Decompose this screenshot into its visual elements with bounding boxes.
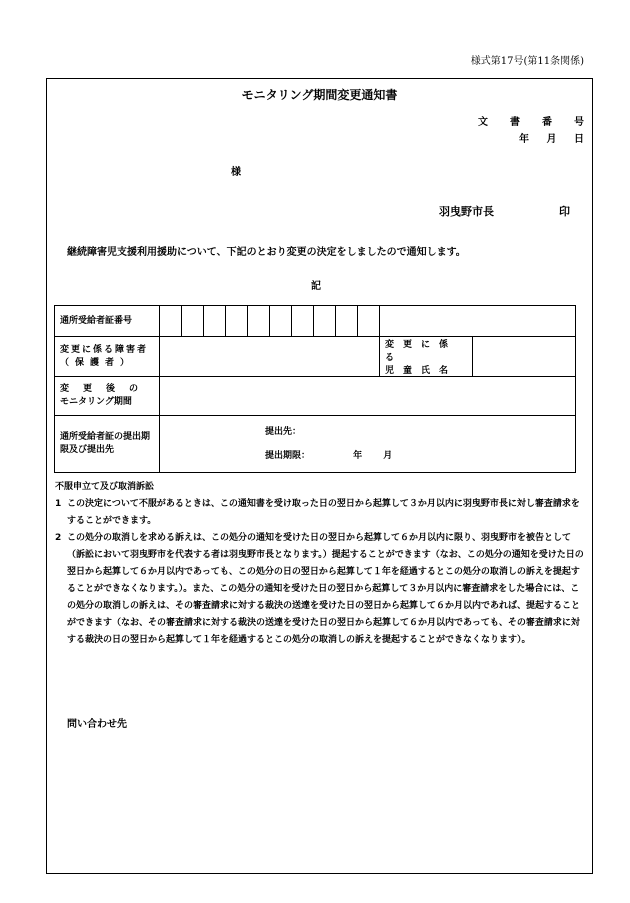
child-label-line1: 変更に係る (385, 340, 458, 363)
appeal-item-number: 1 (55, 499, 62, 509)
period-label (55, 377, 160, 416)
table-row-submission (55, 416, 576, 473)
digit-cell[interactable] (248, 306, 270, 337)
contact-label: 問い合わせ先 (67, 719, 127, 730)
guardian-name-field[interactable] (160, 337, 380, 377)
table-row-guardian (55, 337, 576, 377)
certificate-blank-cell (380, 306, 576, 337)
period-label-line1: 変更後の (60, 384, 153, 394)
certificate-number-label: 通所受給者証番号 (55, 306, 160, 337)
digit-cell[interactable] (358, 306, 380, 337)
appeal-item-text: この処分の取消しを求める訴えは、この処分の通知を受けた日の翌日から起算して６か月以内に限り、羽曳野市を被告として（訴訟において羽曳野市を代表する者は羽曳野市長となります。）提起することができます（なお、この処分の通知を受けた日の翌日から起算して６か月以内であっても、この処分の日の翌日から起算して１年を経過するとこの処分の取消しの訴えを提起することができなくなります。）。また、この処分の通知を受けた日の翌日から起算して３か月以内に審査請求をした場合には、この処分の取消しの訴えは、その審査請求に対する裁決の送達を受けた日の翌日から起算して６か月以内であれば、提起することができます（なお、その審査請求に対する裁決の送達を受けた日の翌日から起算して６か月以内であっても、その審査請求に対する裁決の日の翌日から起算して１年を経過するとこの処分の取消しの訴えを提起することができなくなります）。 (67, 533, 584, 645)
period-field[interactable] (160, 377, 576, 416)
appeal-item-text: この決定について不服があるときは、この通知書を受け取った日の翌日から起算して３か月以内に羽曳野市長に対し審査請求をすることができます。 (67, 499, 580, 526)
table-row-period (55, 377, 576, 416)
submit-deadline-line (165, 444, 570, 468)
digit-cell[interactable] (160, 306, 182, 337)
seal-mark: 印 (559, 205, 570, 218)
submit-to-label: 提出先： (265, 427, 302, 437)
digit-cell[interactable] (314, 306, 336, 337)
guardian-label-line2: （保護者） (60, 357, 136, 368)
digit-cell[interactable] (292, 306, 314, 337)
form-number: 様式第17号(第11条関係) (470, 56, 584, 67)
notice-table (54, 305, 576, 473)
digit-cell[interactable] (336, 306, 358, 337)
appeal-heading: 不服申立て及び取消訴訟 (55, 482, 155, 492)
child-label (380, 337, 473, 377)
digit-cell[interactable] (204, 306, 226, 337)
digit-cell[interactable] (226, 306, 248, 337)
guardian-label (55, 337, 160, 377)
addressee-suffix: 様 (231, 167, 241, 178)
submission-label: 通所受給者証の提出期限及び提出先 (55, 416, 160, 473)
appeal-item-number: 2 (55, 533, 62, 543)
child-label-line2: 児童氏名 (385, 366, 458, 376)
ki-heading: 記 (311, 281, 321, 292)
digit-cell[interactable] (182, 306, 204, 337)
guardian-label-line1: 変更に係る障害者 (60, 344, 149, 355)
table-row-certificate (55, 306, 576, 337)
appeal-item (55, 496, 585, 530)
document-title: モニタリング期間変更通知書 (241, 88, 398, 102)
child-name-field[interactable] (473, 337, 576, 377)
intro-text: 継続障害児支援利用援助について、下記のとおり変更の決定をしましたので通知します。 (67, 247, 466, 258)
document-number-label: 文書番号 (478, 117, 606, 128)
submission-field (160, 416, 576, 473)
date-label: 年 月 日 (519, 134, 584, 145)
notice-frame (46, 78, 606, 874)
appeal-section (55, 479, 585, 649)
issuer-name: 羽曳野市長 (439, 205, 494, 218)
submit-deadline-label: 提出期限： (265, 451, 311, 461)
digit-cell[interactable] (270, 306, 292, 337)
appeal-item (55, 530, 585, 649)
period-label-line2: モニタリング期間 (60, 397, 132, 407)
submit-deadline-date: 年 月 (353, 451, 393, 461)
